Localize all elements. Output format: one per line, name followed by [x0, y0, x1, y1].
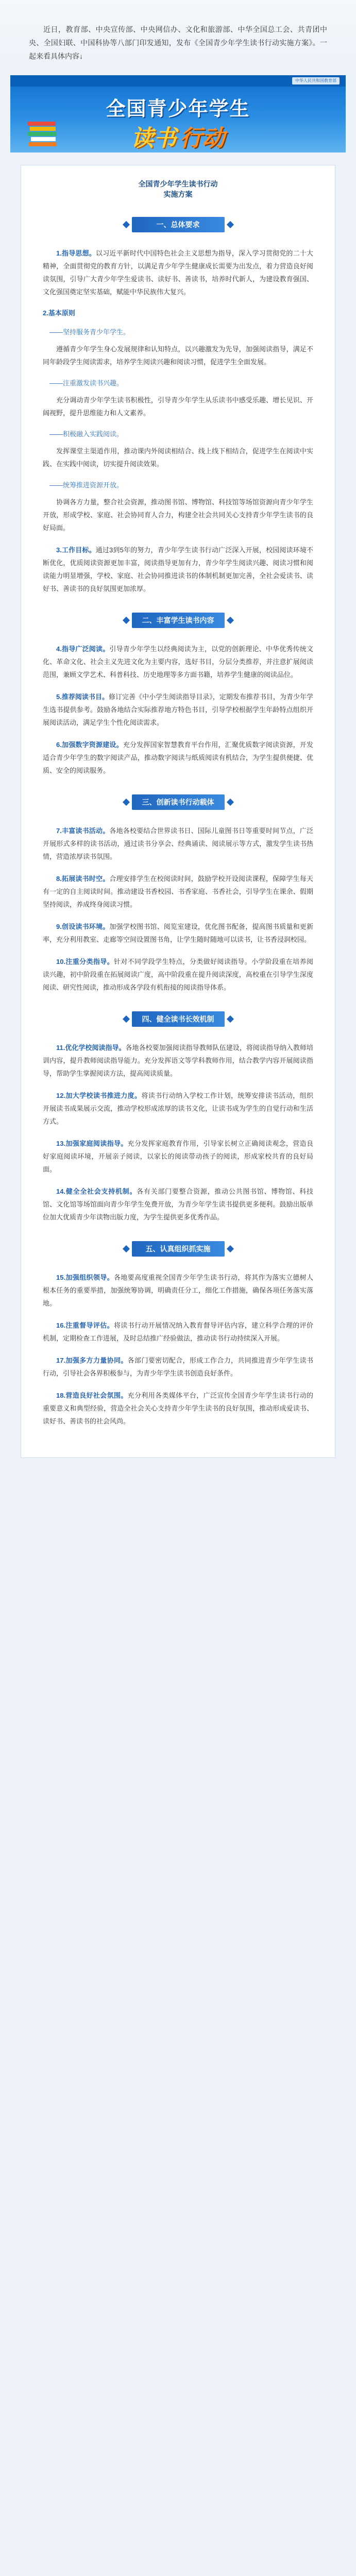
- paragraph-text: 将读书行动纳入学校工作计划，统筹安排读书活动，组织开展读书成果展示交流，推动学校形成浓厚的读书文化，让读书成为学生的自觉行动和生活方式。: [43, 1092, 313, 1125]
- paragraph: [43, 872, 313, 911]
- paragraph: [43, 1089, 313, 1128]
- section-heading: [122, 794, 235, 810]
- banner-title-word-read: 读书: [131, 126, 177, 151]
- subheading: 2.基本原则: [43, 309, 75, 317]
- paragraph-lead: 14.健全全社会支持机制。: [56, 1188, 137, 1195]
- section-heading-label: 二、丰富学生读书内容: [142, 616, 214, 624]
- section-heading: [122, 1011, 235, 1027]
- section-heading: [122, 1241, 235, 1257]
- paragraph-lead: 3.工作目标。: [56, 546, 96, 554]
- paragraph-lead: 1.指导思想。: [56, 249, 96, 257]
- paragraph-lead: 18.营造良好社会氛围。: [56, 1392, 128, 1399]
- paragraph-text: 各部门要密切配合，形成工作合力，共同推进青少年学生读书行动，引导社会各界积极参与，为青少年学生读书创造良好条件。: [43, 1357, 313, 1377]
- paragraph-lead: 10.注重分类指导。: [56, 958, 114, 965]
- section-heading-label: 一、总体要求: [156, 221, 200, 229]
- paragraph-lead: 7.丰富读书活动。: [56, 827, 110, 835]
- paragraph: [43, 1271, 313, 1310]
- paragraph: [43, 642, 313, 681]
- paragraph: [43, 247, 313, 298]
- paragraph-text: 针对不同学段学生特点，分类做好阅读指导。小学阶段重在培养阅读兴趣，初中阶段重在拓展阅读广度，高中阶段重在提升阅读深度，高校重在引导学生深度阅读、研究性阅读，推动形成各学段有机衔接的阅读指导体系。: [43, 958, 313, 991]
- principle-heading: ——注重激发读书兴趣。: [49, 379, 124, 387]
- paragraph-lead: 16.注重督导评估。: [56, 1321, 114, 1329]
- paragraph-text: 以习近平新时代中国特色社会主义思想为指导，深入学习贯彻党的二十大精神，全面贯彻党的教育方针，以满足青少年学生健康成长需要为出发点，着力营造良好阅读氛围，引导广大青少年学生爱读书、读好书、善读书，培养时代新人，为建设教育强国、文化强国奠定坚实基础，赋能中华民族伟大复兴。: [43, 249, 313, 296]
- paragraph-lead: 17.加强多方力量协同。: [56, 1357, 128, 1364]
- paragraph-text: 充分调动青少年学生读书积极性，引导青少年学生从乐读书中感受乐趣、增长见识、开阔视野，提升思维能力和人文素养。: [43, 396, 313, 417]
- paragraph-lead: 4.指导广泛阅读。: [56, 645, 110, 653]
- paragraph: [43, 394, 313, 419]
- paragraph-text: 充分发挥家庭教育作用，引导家长树立正确阅读观念，营造良好家庭阅读环境，开展亲子阅读，以家长的阅读带动孩子的阅读，形成家校共育的良好局面。: [43, 1140, 313, 1173]
- paragraph-text: 通过3到5年的努力，青少年学生读书行动广泛深入开展，校园阅读环境不断优化，优质阅读资源更加丰富，阅读指导更加有力，青少年学生阅读兴趣、阅读习惯和阅读能力明显增强，学校、家庭、社会协同推进读书的体制机制更加完善，全社会爱读书、读好书、善读书的良好氛围更加浓厚。: [43, 546, 313, 592]
- paragraph-lead: 6.加强数字资源建设。: [56, 741, 123, 749]
- paragraph: [43, 544, 313, 595]
- paragraph-lead: 12.加大学校读书推进力度。: [56, 1092, 142, 1099]
- paragraph-text: 协调各方力量，整合社会资源，推动图书馆、博物馆、科技馆等场馆资源向青少年学生开放，形成学校、家庭、社会协同育人合力，构建全社会共同关心支持青少年学生读书的良好局面。: [43, 498, 313, 532]
- paragraph: [43, 955, 313, 994]
- paragraph-lead: 8.拓展读书时空。: [56, 875, 110, 883]
- banner-title-word-action: 行动: [179, 126, 225, 151]
- section-heading-label: 三、创新读书行动载体: [142, 798, 214, 806]
- paragraph: [43, 1137, 313, 1176]
- paragraph-text: 各地各校要结合世界读书日、国际儿童图书日等重要时间节点，广泛开展形式多样的读书活动，通过读书分享会、经典诵读、阅读展示等方式，激发学生读书热情，营造浓厚读书氛围。: [43, 827, 313, 860]
- section-heading-label: 四、健全读书长效机制: [142, 1015, 214, 1023]
- document-title-line2: 实施方案: [163, 190, 193, 198]
- document-card: [21, 165, 335, 1458]
- paragraph: [43, 343, 313, 368]
- intro-text: 近日，教育部、中央宣传部、中央网信办、文化和旅游部、中华全国总工会、共青团中央、全国妇联、中国科协等八部门印发通知，发布《全国青少年学生读书行动实施方案》。一起来看具体内容↓: [29, 25, 327, 60]
- paragraph: [43, 1041, 313, 1080]
- document-title-line1: 全国青少年学生读书行动: [138, 180, 218, 188]
- ministry-logo: 中华人民共和国教育部: [292, 77, 340, 84]
- paragraph: [43, 920, 313, 946]
- paragraph: [43, 1319, 313, 1345]
- paragraph-text: 加强学校图书馆、阅览室建设，优化图书配备，提高图书质量和更新率，充分利用教室、走廊等空间设置图书角，让学生随时随地可以读书，让书香浸润校园。: [43, 923, 313, 943]
- principle-heading: ——统筹推进资源开放。: [49, 481, 124, 489]
- paragraph-text: 各地要高度重视全国青少年学生读书行动，将其作为落实立德树人根本任务的重要举措，加强统筹协调，明确责任分工，细化工作措施，确保各项任务落实落地。: [43, 1274, 313, 1307]
- banner-title-line1: 全国青少年学生: [106, 98, 250, 120]
- paragraph-lead: 15.加强组织领导。: [56, 1274, 114, 1281]
- paragraph: [43, 445, 313, 470]
- paragraph: [43, 738, 313, 777]
- document-sections: [43, 217, 313, 1428]
- paragraph-lead: 11.优化学校阅读指导。: [56, 1044, 126, 1052]
- intro-area: [0, 0, 356, 63]
- paragraph-lead: 13.加强家庭阅读指导。: [56, 1140, 128, 1147]
- banner: [10, 75, 346, 152]
- paragraph: [43, 1185, 313, 1224]
- paragraph: [43, 690, 313, 729]
- paragraph-text: 充分利用各类媒体平台，广泛宣传全国青少年学生读书行动的重要意义和典型经验，营造全社会关心支持青少年学生读书的良好氛围，推动形成爱读书、读好书、善读书的社会风尚。: [43, 1392, 313, 1425]
- paragraph-text: 各有关部门要整合资源，推动公共图书馆、博物馆、科技馆、文化馆等场馆面向青少年学生免费开放，为青少年学生读书提供更多便利。鼓励出版单位加大优质青少年读物出版力度，为学生提供更多优秀作品。: [43, 1188, 313, 1221]
- paragraph-lead: 5.推荐阅读书目。: [56, 693, 109, 701]
- paragraph-text: 发挥课堂主渠道作用，推动课内外阅读相结合、线上线下相结合，促进学生在阅读中实践、在实践中阅读，切实提升阅读效果。: [43, 447, 313, 468]
- document-title: [43, 179, 313, 199]
- principle-heading: ——坚持服务青少年学生。: [49, 328, 130, 336]
- section-heading: [122, 613, 235, 628]
- section-heading-label: 五、认真组织抓实施: [145, 1245, 211, 1253]
- paragraph-text: 将读书行动开展情况纳入教育督导评估内容，建立科学合理的评价机制，定期检查工作进展，及时总结推广经验做法，推动读书行动持续深入开展。: [43, 1321, 313, 1342]
- paragraph-text: 引导青少年学生以经典阅读为主，以党的创新理论、中华优秀传统文化、革命文化、社会主义先进文化为主要内容，选好书目，分层分类推荐，并注意扩展阅读范围，兼顾文学艺术、科普科技、历史地理等多方面书籍，培养学生健康的阅读品位。: [43, 645, 313, 679]
- paragraph-text: 合理安排学生在校阅读时间，鼓励学校开设阅读课程，保障学生每天有一定的自主阅读时间。推动建设书香校园、书香家庭、书香社会，引导学生在课余、假期坚持阅读，养成终身阅读习惯。: [43, 875, 313, 908]
- paragraph: [43, 496, 313, 534]
- paragraph-text: 充分发挥国家智慧教育平台作用，汇聚优质数字阅读资源，开发适合青少年学生的数字阅读产品，推动数字阅读与纸质阅读有机结合，为学生提供便捷、优质、安全的阅读服务。: [43, 741, 313, 774]
- paragraph: [43, 1354, 313, 1380]
- banner-title-line2: [10, 120, 346, 152]
- paragraph-lead: 9.创设读书环境。: [56, 923, 110, 930]
- principle-heading: ——积极融入实践阅读。: [49, 430, 124, 438]
- paragraph: [43, 1389, 313, 1428]
- books-icon: [28, 122, 59, 147]
- paragraph-text: 各地各校要加强阅读指导教师队伍建设，将阅读指导纳入教师培训内容，提升教师阅读指导能力。充分发挥语文等学科教师作用，结合教学内容开展阅读指导，帮助学生掌握阅读方法，提高阅读质量。: [43, 1044, 313, 1077]
- section-heading: [122, 217, 235, 232]
- paragraph-text: 遵循青少年学生身心发展规律和认知特点，以兴趣激发为先导，加强阅读指导，满足不同年龄段学生阅读需求，培养学生阅读兴趣和阅读习惯，促进学生全面发展。: [43, 345, 313, 366]
- paragraph: [43, 824, 313, 863]
- paragraph-text: 修订完善《中小学生阅读指导目录》，定期发布推荐书目，为青少年学生选书提供参考。鼓励各地结合实际推荐地方特色书目，引导学校根据学生年龄特点组织开展阅读活动，满足学生个性化阅读需求。: [43, 693, 313, 726]
